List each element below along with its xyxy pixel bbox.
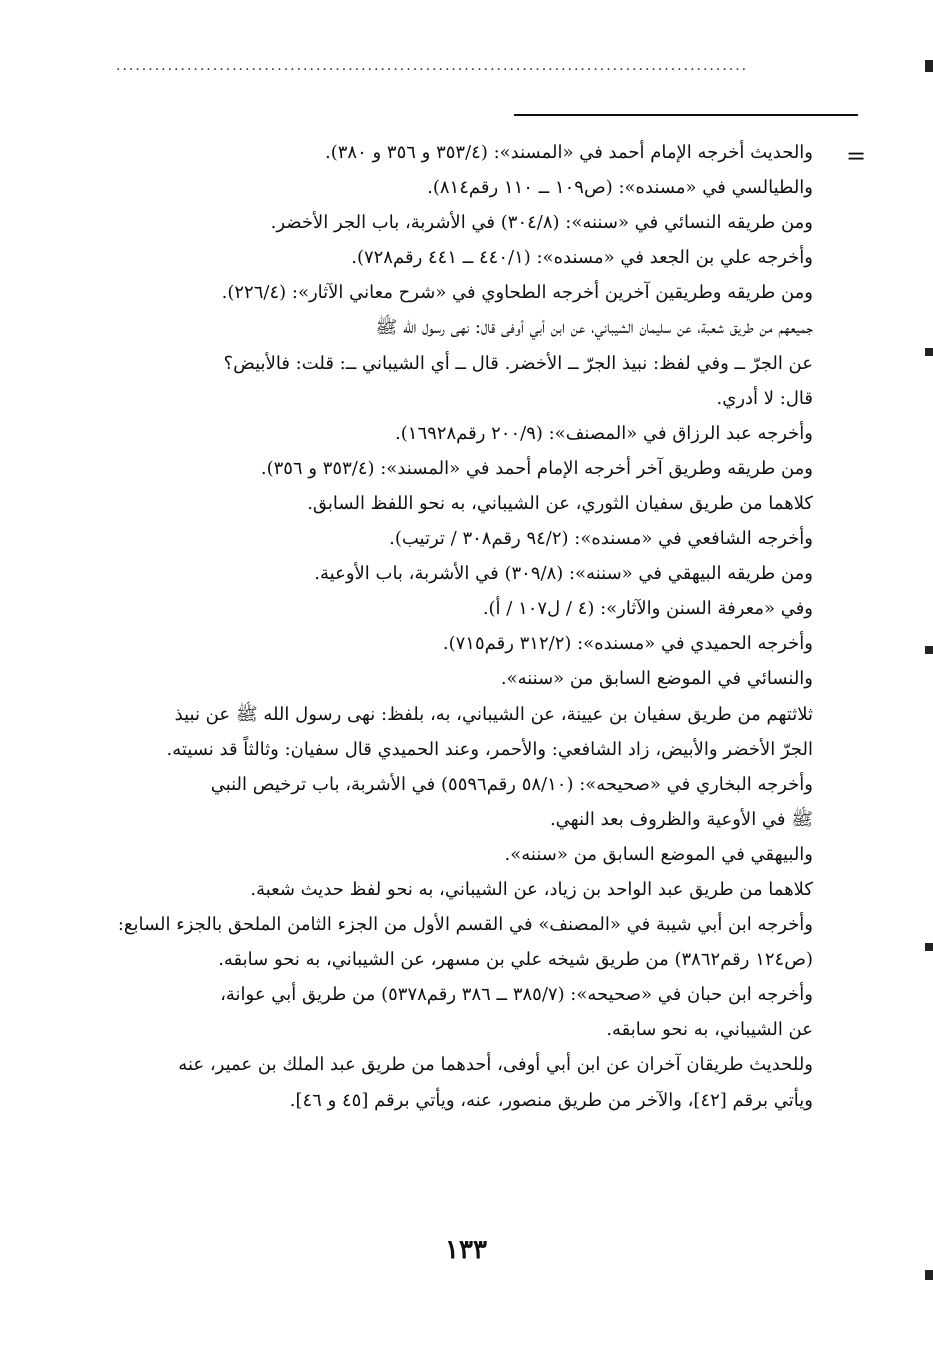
text-line: الجرّ الأخضر والأبيض، زاد الشافعي: والأحمر، وعند الحميدي قال سفيان: وثالثاً قد نسيته.	[166, 738, 813, 760]
scan-edge-mark	[925, 348, 933, 356]
footnote-separator	[514, 114, 858, 116]
footnote-body	[108, 135, 813, 1118]
text-line: وأخرجه البخاري في «صحيحه»: (٥٨/١٠ رقم٥٥٩٦) في الأشربة، باب ترخيص النبي	[210, 773, 813, 795]
scan-edge-mark	[925, 646, 933, 654]
text-line: وللحديث طريقان آخران عن ابن أبي أوفى، أحدهما من طريق عبد الملك بن عمير، عنه	[178, 1054, 813, 1076]
text-line: وأخرجه ابن حبان في «صحيحه»: (٣٨٥/٧ ــ ٣٨٦ رقم٥٣٧٨) من طريق أبي عوانة،	[220, 984, 813, 1006]
text-line: وأخرجه الشافعي في «مسنده»: (٩٤/٢ رقم٣٠٨ / ترتيب).	[389, 528, 813, 550]
text-line: والطيالسي في «مسنده»: (ص١٠٩ ــ ١١٠ رقم٨١٤).	[427, 177, 813, 199]
text-line: ومن طريقه النسائي في «سننه»: (٣٠٤/٨) في الأشربة، باب الجر الأخضر.	[270, 212, 813, 234]
text-line: وأخرجه عبد الرزاق في «المصنف»: (٢٠٠/٩ رقم١٦٩٢٨).	[395, 422, 813, 444]
continuation-mark: =	[846, 142, 867, 170]
text-line: ثلاثتهم من طريق سفيان بن عيينة، عن الشيباني، به، بلفظ: نهى رسول الله ﷺ عن نبيذ	[174, 703, 813, 725]
text-line: عن الجرّ ــ وفي لفظ: نبيذ الجرّ ــ الأخضر. قال ــ أي الشيباني ــ: قلت: فالأبيض؟	[223, 352, 813, 374]
header-dotted-line: ..................................................................................................	[116, 58, 749, 74]
scan-edge-mark	[925, 1270, 933, 1280]
text-line: والنسائي في الموضع السابق من «سننه».	[500, 668, 813, 690]
text-line: كلاهما من طريق سفيان الثوري، عن الشيباني، به نحو اللفظ السابق.	[307, 492, 813, 514]
text-line: وأخرجه الحميدي في «مسنده»: (٣١٢/٢ رقم٧١٥).	[442, 633, 813, 655]
text-line: والبيهقي في الموضع السابق من «سننه».	[504, 843, 813, 865]
text-line: ومن طريقه البيهقي في «سننه»: (٣٠٩/٨) في الأشربة، باب الأوعية.	[314, 563, 813, 585]
text-line: (ص١٢٤ رقم٣٨٦٢) من طريق شيخه علي بن مسهر، عن الشيباني، به نحو سابقه.	[218, 949, 813, 971]
text-line: جميعهم من طريق شعبة، عن سليمان الشيباني، عن ابن أبي أوفى قال: نهى رسول الله ﷺ	[375, 317, 813, 339]
text-line: وأخرجه ابن أبي شيبة في «المصنف» في القسم الأول من الجزء الثامن الملحق بالجزء السابع:	[117, 914, 813, 936]
page-number: ١٣٣	[445, 1235, 487, 1265]
text-line: عن الشيباني، به نحو سابقه.	[606, 1019, 813, 1041]
text-line: والحديث أخرجه الإمام أحمد في «المسند»: (٣٥٣/٤ و ٣٥٦ و ٣٨٠).	[325, 142, 813, 163]
text-line: ﷺ في الأوعية والظروف بعد النهي.	[549, 808, 813, 830]
scan-edge-mark	[925, 60, 933, 72]
text-line: ومن طريقه وطريقين آخرين أخرجه الطحاوي في «شرح معاني الآثار»: (٢٢٦/٤).	[221, 282, 813, 304]
text-line: ويأتي برقم [٤٢]، والآخر من طريق منصور، عنه، ويأتي برقم [٤٥ و ٤٦].	[289, 1089, 813, 1111]
scan-edge-mark	[925, 943, 933, 951]
text-line: وأخرجه علي بن الجعد في «مسنده»: (٤٤٠/١ ــ ٤٤١ رقم٧٢٨).	[351, 247, 813, 269]
text-line: ومن طريقه وطريق آخر أخرجه الإمام أحمد في «المسند»: (٣٥٣/٤ و ٣٥٦).	[260, 457, 813, 479]
text-line: كلاهما من طريق عبد الواحد بن زياد، عن الشيباني، به نحو لفظ حديث شعبة.	[250, 878, 813, 900]
text-line: وفي «معرفة السنن والآثار»: (٤ / ل١٠٧ / أ).	[482, 598, 813, 620]
text-line: قال: لا أدري.	[716, 387, 813, 409]
